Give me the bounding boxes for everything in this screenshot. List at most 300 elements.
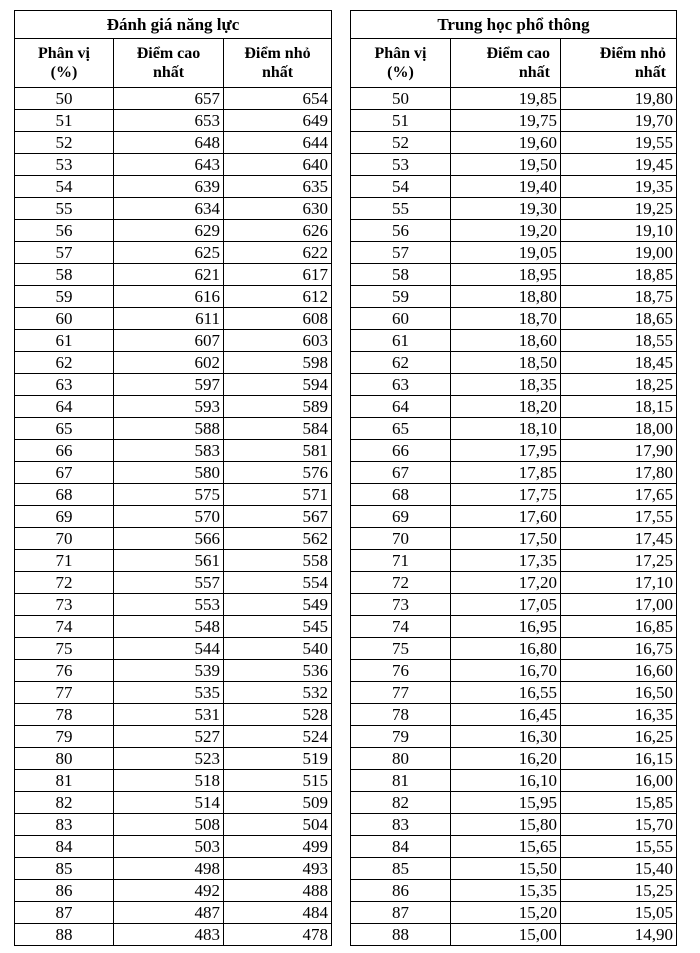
cell-min-score: 598 — [224, 352, 332, 374]
cell-max-score: 508 — [114, 814, 224, 836]
cell-percentile: 87 — [351, 902, 451, 924]
cell-max-score: 15,80 — [451, 814, 561, 836]
cell-max-score: 514 — [114, 792, 224, 814]
cell-max-score: 15,35 — [451, 880, 561, 902]
cell-percentile: 74 — [15, 616, 114, 638]
cell-max-score: 19,05 — [451, 242, 561, 264]
table-row — [15, 286, 332, 308]
cell-percentile: 62 — [351, 352, 451, 374]
table-row — [351, 330, 677, 352]
table-row — [15, 330, 332, 352]
table-row — [351, 154, 677, 176]
cell-min-score: 562 — [224, 528, 332, 550]
table-title: Trung học phổ thông — [351, 11, 677, 39]
cell-min-score: 515 — [224, 770, 332, 792]
cell-max-score: 607 — [114, 330, 224, 352]
table-row — [15, 704, 332, 726]
table-row — [15, 858, 332, 880]
cell-min-score: 581 — [224, 440, 332, 462]
cell-min-score: 654 — [224, 88, 332, 110]
cell-max-score: 634 — [114, 198, 224, 220]
cell-percentile: 71 — [351, 550, 451, 572]
cell-percentile: 67 — [351, 462, 451, 484]
cell-max-score: 17,35 — [451, 550, 561, 572]
cell-max-score: 19,85 — [451, 88, 561, 110]
table-row — [15, 110, 332, 132]
table-row — [351, 506, 677, 528]
cell-percentile: 61 — [15, 330, 114, 352]
cell-min-score: 644 — [224, 132, 332, 154]
cell-percentile: 86 — [351, 880, 451, 902]
cell-min-score: 18,65 — [561, 308, 677, 330]
cell-min-score: 17,65 — [561, 484, 677, 506]
table-row — [351, 88, 677, 110]
cell-percentile: 73 — [15, 594, 114, 616]
cell-percentile: 52 — [351, 132, 451, 154]
table-body — [351, 88, 677, 946]
cell-min-score: 19,80 — [561, 88, 677, 110]
cell-min-score: 16,25 — [561, 726, 677, 748]
cell-max-score: 625 — [114, 242, 224, 264]
cell-max-score: 18,50 — [451, 352, 561, 374]
cell-percentile: 65 — [351, 418, 451, 440]
cell-min-score: 622 — [224, 242, 332, 264]
cell-min-score: 17,55 — [561, 506, 677, 528]
column-header-percentile — [351, 39, 451, 88]
cell-max-score: 648 — [114, 132, 224, 154]
table-row — [351, 880, 677, 902]
table-row — [351, 110, 677, 132]
table-row — [15, 374, 332, 396]
cell-percentile: 69 — [351, 506, 451, 528]
cell-min-score: 18,55 — [561, 330, 677, 352]
cell-min-score: 19,10 — [561, 220, 677, 242]
cell-min-score: 594 — [224, 374, 332, 396]
cell-percentile: 84 — [351, 836, 451, 858]
cell-max-score: 16,55 — [451, 682, 561, 704]
column-header-percentile — [15, 39, 114, 88]
cell-min-score: 18,15 — [561, 396, 677, 418]
table-row — [15, 924, 332, 946]
cell-max-score: 487 — [114, 902, 224, 924]
cell-percentile: 77 — [15, 682, 114, 704]
cell-min-score: 17,90 — [561, 440, 677, 462]
cell-percentile: 57 — [351, 242, 451, 264]
cell-percentile: 55 — [15, 198, 114, 220]
cell-max-score: 18,80 — [451, 286, 561, 308]
table-row — [15, 88, 332, 110]
table-row — [351, 616, 677, 638]
cell-max-score: 653 — [114, 110, 224, 132]
cell-min-score: 626 — [224, 220, 332, 242]
table-row — [351, 264, 677, 286]
cell-max-score: 16,80 — [451, 638, 561, 660]
column-header-min-score — [224, 39, 332, 88]
cell-max-score: 570 — [114, 506, 224, 528]
cell-max-score: 483 — [114, 924, 224, 946]
table-row — [15, 836, 332, 858]
cell-min-score: 567 — [224, 506, 332, 528]
table-title: Đánh giá năng lực — [15, 11, 332, 39]
table-row — [351, 814, 677, 836]
cell-max-score: 629 — [114, 220, 224, 242]
table-row — [15, 550, 332, 572]
cell-percentile: 69 — [15, 506, 114, 528]
cell-max-score: 18,35 — [451, 374, 561, 396]
cell-min-score: 519 — [224, 748, 332, 770]
cell-max-score: 17,05 — [451, 594, 561, 616]
cell-max-score: 527 — [114, 726, 224, 748]
cell-percentile: 75 — [15, 638, 114, 660]
cell-percentile: 83 — [351, 814, 451, 836]
cell-percentile: 86 — [15, 880, 114, 902]
cell-percentile: 68 — [15, 484, 114, 506]
table-row — [351, 220, 677, 242]
cell-min-score: 554 — [224, 572, 332, 594]
cell-min-score: 17,00 — [561, 594, 677, 616]
table-row — [351, 176, 677, 198]
cell-max-score: 16,95 — [451, 616, 561, 638]
cell-max-score: 16,45 — [451, 704, 561, 726]
cell-min-score: 640 — [224, 154, 332, 176]
cell-min-score: 532 — [224, 682, 332, 704]
cell-min-score: 603 — [224, 330, 332, 352]
cell-min-score: 18,75 — [561, 286, 677, 308]
table-row — [15, 176, 332, 198]
cell-percentile: 79 — [351, 726, 451, 748]
table-trung-hoc-pho-thong — [350, 10, 677, 946]
cell-min-score: 635 — [224, 176, 332, 198]
cell-percentile: 64 — [15, 396, 114, 418]
cell-min-score: 488 — [224, 880, 332, 902]
cell-max-score: 518 — [114, 770, 224, 792]
cell-percentile: 70 — [15, 528, 114, 550]
cell-percentile: 53 — [351, 154, 451, 176]
table-row — [15, 308, 332, 330]
cell-max-score: 19,40 — [451, 176, 561, 198]
cell-max-score: 575 — [114, 484, 224, 506]
header-label: Phân vị (%) — [37, 45, 90, 81]
table-row — [15, 792, 332, 814]
table-row — [15, 132, 332, 154]
cell-max-score: 17,95 — [451, 440, 561, 462]
header-label: Điểm cao nhất — [486, 45, 550, 81]
table-body — [15, 88, 332, 946]
cell-max-score: 18,10 — [451, 418, 561, 440]
cell-min-score: 18,25 — [561, 374, 677, 396]
table-row — [351, 748, 677, 770]
cell-percentile: 59 — [351, 286, 451, 308]
cell-min-score: 558 — [224, 550, 332, 572]
cell-min-score: 19,55 — [561, 132, 677, 154]
cell-min-score: 504 — [224, 814, 332, 836]
cell-min-score: 589 — [224, 396, 332, 418]
cell-max-score: 16,70 — [451, 660, 561, 682]
cell-min-score: 576 — [224, 462, 332, 484]
cell-max-score: 18,60 — [451, 330, 561, 352]
cell-min-score: 536 — [224, 660, 332, 682]
cell-min-score: 19,70 — [561, 110, 677, 132]
column-header-min-score — [561, 39, 677, 88]
cell-percentile: 51 — [351, 110, 451, 132]
cell-min-score: 540 — [224, 638, 332, 660]
cell-percentile: 83 — [15, 814, 114, 836]
cell-min-score: 16,35 — [561, 704, 677, 726]
cell-min-score: 571 — [224, 484, 332, 506]
cell-min-score: 478 — [224, 924, 332, 946]
cell-min-score: 16,60 — [561, 660, 677, 682]
cell-max-score: 523 — [114, 748, 224, 770]
table-row — [351, 198, 677, 220]
cell-percentile: 65 — [15, 418, 114, 440]
cell-max-score: 561 — [114, 550, 224, 572]
cell-min-score: 15,70 — [561, 814, 677, 836]
cell-percentile: 56 — [15, 220, 114, 242]
cell-max-score: 643 — [114, 154, 224, 176]
cell-max-score: 597 — [114, 374, 224, 396]
column-header-max-score — [114, 39, 224, 88]
cell-percentile: 52 — [15, 132, 114, 154]
table-row — [351, 396, 677, 418]
table-row — [351, 462, 677, 484]
cell-percentile: 67 — [15, 462, 114, 484]
cell-percentile: 82 — [15, 792, 114, 814]
table-row — [351, 132, 677, 154]
cell-percentile: 79 — [15, 726, 114, 748]
cell-percentile: 78 — [15, 704, 114, 726]
cell-min-score: 16,00 — [561, 770, 677, 792]
table-row — [351, 902, 677, 924]
cell-max-score: 621 — [114, 264, 224, 286]
cell-percentile: 84 — [15, 836, 114, 858]
header-label: Điểm cao nhất — [136, 45, 201, 81]
cell-max-score: 588 — [114, 418, 224, 440]
cell-percentile: 61 — [351, 330, 451, 352]
cell-min-score: 16,85 — [561, 616, 677, 638]
table-row — [15, 264, 332, 286]
cell-min-score: 15,05 — [561, 902, 677, 924]
table-row — [15, 220, 332, 242]
cell-max-score: 602 — [114, 352, 224, 374]
cell-percentile: 77 — [351, 682, 451, 704]
cell-max-score: 503 — [114, 836, 224, 858]
table-row — [15, 814, 332, 836]
cell-max-score: 566 — [114, 528, 224, 550]
cell-percentile: 76 — [351, 660, 451, 682]
cell-max-score: 531 — [114, 704, 224, 726]
table-row — [15, 242, 332, 264]
cell-percentile: 66 — [15, 440, 114, 462]
table-row — [351, 770, 677, 792]
cell-min-score: 19,45 — [561, 154, 677, 176]
cell-max-score: 498 — [114, 858, 224, 880]
table-row — [15, 572, 332, 594]
cell-max-score: 18,95 — [451, 264, 561, 286]
cell-max-score: 557 — [114, 572, 224, 594]
table-row — [351, 440, 677, 462]
table-row — [351, 374, 677, 396]
cell-percentile: 63 — [351, 374, 451, 396]
cell-min-score: 584 — [224, 418, 332, 440]
cell-percentile: 68 — [351, 484, 451, 506]
cell-percentile: 56 — [351, 220, 451, 242]
table-row — [351, 352, 677, 374]
table-row — [351, 924, 677, 946]
cell-max-score: 19,75 — [451, 110, 561, 132]
table-row — [351, 682, 677, 704]
cell-percentile: 85 — [351, 858, 451, 880]
cell-percentile: 82 — [351, 792, 451, 814]
cell-percentile: 66 — [351, 440, 451, 462]
cell-percentile: 62 — [15, 352, 114, 374]
cell-max-score: 19,30 — [451, 198, 561, 220]
cell-percentile: 72 — [15, 572, 114, 594]
cell-percentile: 81 — [15, 770, 114, 792]
cell-min-score: 17,45 — [561, 528, 677, 550]
cell-percentile: 71 — [15, 550, 114, 572]
table-row — [351, 836, 677, 858]
cell-min-score: 617 — [224, 264, 332, 286]
table-danh-gia-nang-luc — [14, 10, 332, 946]
cell-min-score: 484 — [224, 902, 332, 924]
cell-percentile: 60 — [15, 308, 114, 330]
cell-percentile: 60 — [351, 308, 451, 330]
cell-min-score: 649 — [224, 110, 332, 132]
cell-percentile: 88 — [15, 924, 114, 946]
table-row — [15, 506, 332, 528]
table-row — [15, 616, 332, 638]
cell-percentile: 87 — [15, 902, 114, 924]
cell-min-score: 18,00 — [561, 418, 677, 440]
table-row — [15, 880, 332, 902]
header-label: Điểm nhỏ nhất — [244, 45, 311, 81]
table-row — [351, 484, 677, 506]
table-row — [351, 704, 677, 726]
cell-percentile: 80 — [351, 748, 451, 770]
table-row — [351, 660, 677, 682]
cell-max-score: 19,60 — [451, 132, 561, 154]
cell-min-score: 549 — [224, 594, 332, 616]
table-row — [351, 638, 677, 660]
cell-percentile: 73 — [351, 594, 451, 616]
cell-percentile: 63 — [15, 374, 114, 396]
cell-max-score: 16,30 — [451, 726, 561, 748]
cell-min-score: 16,15 — [561, 748, 677, 770]
cell-max-score: 18,70 — [451, 308, 561, 330]
cell-min-score: 17,10 — [561, 572, 677, 594]
cell-max-score: 535 — [114, 682, 224, 704]
table-row — [15, 638, 332, 660]
cell-max-score: 657 — [114, 88, 224, 110]
cell-percentile: 50 — [15, 88, 114, 110]
cell-percentile: 59 — [15, 286, 114, 308]
cell-percentile: 54 — [15, 176, 114, 198]
cell-max-score: 544 — [114, 638, 224, 660]
table-row — [15, 748, 332, 770]
cell-min-score: 18,45 — [561, 352, 677, 374]
table-row — [15, 726, 332, 748]
cell-min-score: 19,25 — [561, 198, 677, 220]
cell-max-score: 639 — [114, 176, 224, 198]
cell-min-score: 15,55 — [561, 836, 677, 858]
cell-min-score: 545 — [224, 616, 332, 638]
cell-percentile: 58 — [351, 264, 451, 286]
cell-min-score: 528 — [224, 704, 332, 726]
table-row — [351, 572, 677, 594]
cell-min-score: 612 — [224, 286, 332, 308]
cell-max-score: 553 — [114, 594, 224, 616]
cell-percentile: 78 — [351, 704, 451, 726]
cell-max-score: 17,85 — [451, 462, 561, 484]
table-row — [351, 594, 677, 616]
table-row — [15, 440, 332, 462]
cell-max-score: 17,60 — [451, 506, 561, 528]
cell-min-score: 19,00 — [561, 242, 677, 264]
cell-min-score: 15,40 — [561, 858, 677, 880]
table-row — [15, 484, 332, 506]
cell-max-score: 580 — [114, 462, 224, 484]
cell-max-score: 15,20 — [451, 902, 561, 924]
cell-max-score: 15,50 — [451, 858, 561, 880]
table-row — [15, 462, 332, 484]
cell-max-score: 17,75 — [451, 484, 561, 506]
column-header-max-score — [451, 39, 561, 88]
table-row — [15, 528, 332, 550]
cell-max-score: 15,65 — [451, 836, 561, 858]
cell-min-score: 630 — [224, 198, 332, 220]
table-row — [15, 682, 332, 704]
cell-min-score: 15,25 — [561, 880, 677, 902]
table-row — [15, 660, 332, 682]
cell-min-score: 14,90 — [561, 924, 677, 946]
table-row — [351, 792, 677, 814]
cell-percentile: 58 — [15, 264, 114, 286]
cell-max-score: 18,20 — [451, 396, 561, 418]
table-row — [15, 154, 332, 176]
cell-percentile: 72 — [351, 572, 451, 594]
cell-max-score: 16,20 — [451, 748, 561, 770]
cell-max-score: 583 — [114, 440, 224, 462]
cell-min-score: 19,35 — [561, 176, 677, 198]
cell-min-score: 18,85 — [561, 264, 677, 286]
cell-min-score: 16,75 — [561, 638, 677, 660]
table-row — [15, 396, 332, 418]
table-row — [15, 198, 332, 220]
cell-max-score: 19,20 — [451, 220, 561, 242]
cell-min-score: 15,85 — [561, 792, 677, 814]
table-row — [351, 242, 677, 264]
header-label: Phân vị (%) — [374, 45, 427, 81]
table-row — [351, 308, 677, 330]
cell-min-score: 17,25 — [561, 550, 677, 572]
cell-percentile: 88 — [351, 924, 451, 946]
cell-min-score: 493 — [224, 858, 332, 880]
cell-max-score: 17,20 — [451, 572, 561, 594]
cell-percentile: 57 — [15, 242, 114, 264]
cell-percentile: 75 — [351, 638, 451, 660]
cell-percentile: 51 — [15, 110, 114, 132]
table-row — [15, 902, 332, 924]
cell-percentile: 85 — [15, 858, 114, 880]
cell-percentile: 70 — [351, 528, 451, 550]
table-row — [15, 352, 332, 374]
table-row — [15, 418, 332, 440]
cell-max-score: 616 — [114, 286, 224, 308]
cell-min-score: 524 — [224, 726, 332, 748]
table-row — [351, 528, 677, 550]
cell-min-score: 608 — [224, 308, 332, 330]
cell-max-score: 593 — [114, 396, 224, 418]
